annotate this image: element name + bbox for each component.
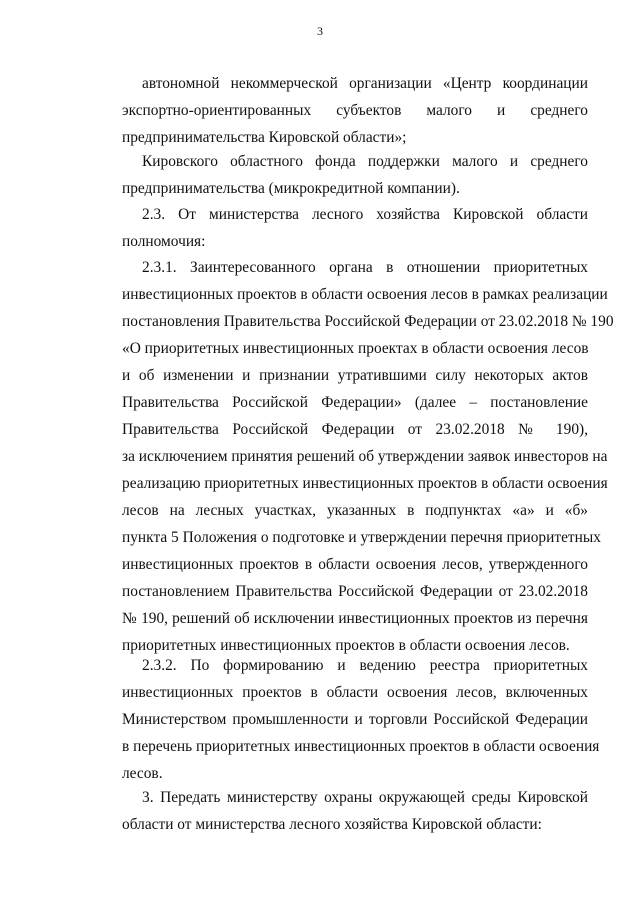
- text-line: инвестиционных проектов в области освоения лесов, утвержденного: [122, 556, 588, 573]
- text-line: постановления Правительства Российской Федерации от 23.02.2018 № 190: [122, 313, 614, 330]
- paragraph-section-2-3: [122, 201, 588, 255]
- text-line: в перечень приоритетных инвестиционных проектов в области освоения: [122, 738, 600, 755]
- paragraph-anko-export-center: [122, 70, 588, 151]
- text-line: предпринимательства (микрокредитной компании).: [122, 180, 460, 197]
- text-line: 2.3.1. Заинтересованного органа в отношении приоритетных: [142, 259, 588, 276]
- text-line: пункта 5 Положения о подготовке и утверждении перечня приоритетных: [122, 529, 601, 546]
- paragraph-section-2-3-2: [122, 652, 600, 787]
- text-line: экспортно-ориентированных субъектов малого и среднего: [122, 102, 588, 119]
- text-line: области от министерства лесного хозяйства Кировской области:: [122, 816, 542, 833]
- text-line: автономной некоммерческой организации «Центр координации: [142, 75, 588, 92]
- text-line: 2.3.2. По формированию и ведению реестра приоритетных: [142, 657, 588, 674]
- text-line: 2.3. От министерства лесного хозяйства Кировской области: [142, 206, 588, 223]
- text-line: Правительства Российской Федерации» (далее – постановление: [122, 394, 588, 411]
- text-line: приоритетных инвестиционных проектов в области освоения лесов.: [122, 637, 570, 654]
- text-line: Министерством промышленности и торговли Российской Федерации: [122, 711, 588, 728]
- text-line: полномочия:: [122, 233, 206, 250]
- text-line: «О приоритетных инвестиционных проектах в области освоения лесов: [122, 340, 589, 357]
- text-line: 3. Передать министерству охраны окружающей среды Кировской: [142, 789, 588, 806]
- text-line: за исключением принятия решений об утверждении заявок инвесторов на: [122, 448, 608, 465]
- text-line: № 190, решений об исключении инвестиционных проектов из перечня: [122, 610, 588, 627]
- text-line: лесов.: [122, 765, 163, 782]
- text-line: и об изменении и признании утратившими силу некоторых актов: [122, 367, 588, 384]
- text-line: Кировского областного фонда поддержки малого и среднего: [142, 153, 588, 170]
- paragraph-support-fund: [122, 148, 588, 202]
- text-line: инвестиционных проектов в области освоения лесов, включенных: [122, 684, 588, 701]
- page-number: 3: [317, 24, 323, 38]
- text-line: Правительства Российской Федерации от 23.02.2018 № 190),: [122, 421, 588, 438]
- text-line: постановлением Правительства Российской Федерации от 23.02.2018: [122, 583, 588, 600]
- paragraph-section-2-3-1: [122, 254, 614, 659]
- text-line: предпринимательства Кировской области»;: [122, 129, 407, 146]
- text-line: реализацию приоритетных инвестиционных проектов в области освоения: [122, 475, 608, 492]
- paragraph-section-3: [122, 784, 588, 838]
- text-line: лесов на лесных участках, указанных в подпунктах «а» и «б»: [122, 502, 588, 519]
- text-line: инвестиционных проектов в области освоения лесов в рамках реализации: [122, 286, 608, 303]
